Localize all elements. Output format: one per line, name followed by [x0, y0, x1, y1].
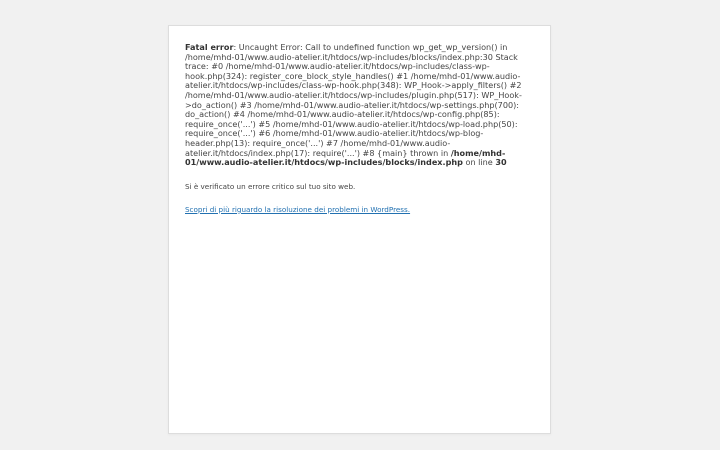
troubleshooting-link[interactable]: Scopri di più riguardo la risoluzione dei problemi in WordPress. [185, 204, 411, 214]
fatal-error-file: /home/mhd-01/www.audio-atelier.it/htdocs/wp-includes/blocks/index.php [185, 147, 506, 168]
fatal-error-text [185, 43, 534, 168]
critical-error-notice: Si è verificato un errore critico sul tuo sito web. [185, 181, 356, 191]
fatal-error-label: Fatal error [185, 42, 234, 52]
fatal-error-message: : Uncaught Error: Call to undefined function wp_get_wp_version() in /home/mhd-01/www.audio-atelier.it/htdocs/wp-includes/blocks/index.php:30 Stack trace: #0 /home/mhd-01/www.audio-atelier.it/htdocs/wp-includes/class-wp-hook.php(324): register_core_block_style_handles() #1 /home/mhd-01/www.audio-atelier.it/htdocs/wp-includes/class-wp-hook.php(348): WP_Hook->apply_filters() #2 /home/mhd-01/www.audio-atelier.it/htdocs/wp-includes/plugin.php(517): WP_Hook->do_action() #3 /home/mhd-01/www.audio-atelier.it/htdocs/wp-settings.php(700): do_action() #4 /home/mhd-01/www.audio-atelier.it/htdocs/wp-config.php(85): require_once('...') #5 /home/mhd-01/www.audio-atelier.it/htdocs/wp-load.php(50): require_once('...') #6 /home/mhd-01/www.audio-atelier.it/htdocs/wp-blog-header.php(13): require_once('...') #7 /home/mhd-01/www.audio-atelier.it/htdocs/index.php(17): require('...') #8 {main} thrown in [185, 42, 522, 158]
error-card [168, 25, 551, 434]
fatal-error-on-line: on line [462, 157, 496, 168]
fatal-error-line-number: 30 [495, 157, 507, 168]
